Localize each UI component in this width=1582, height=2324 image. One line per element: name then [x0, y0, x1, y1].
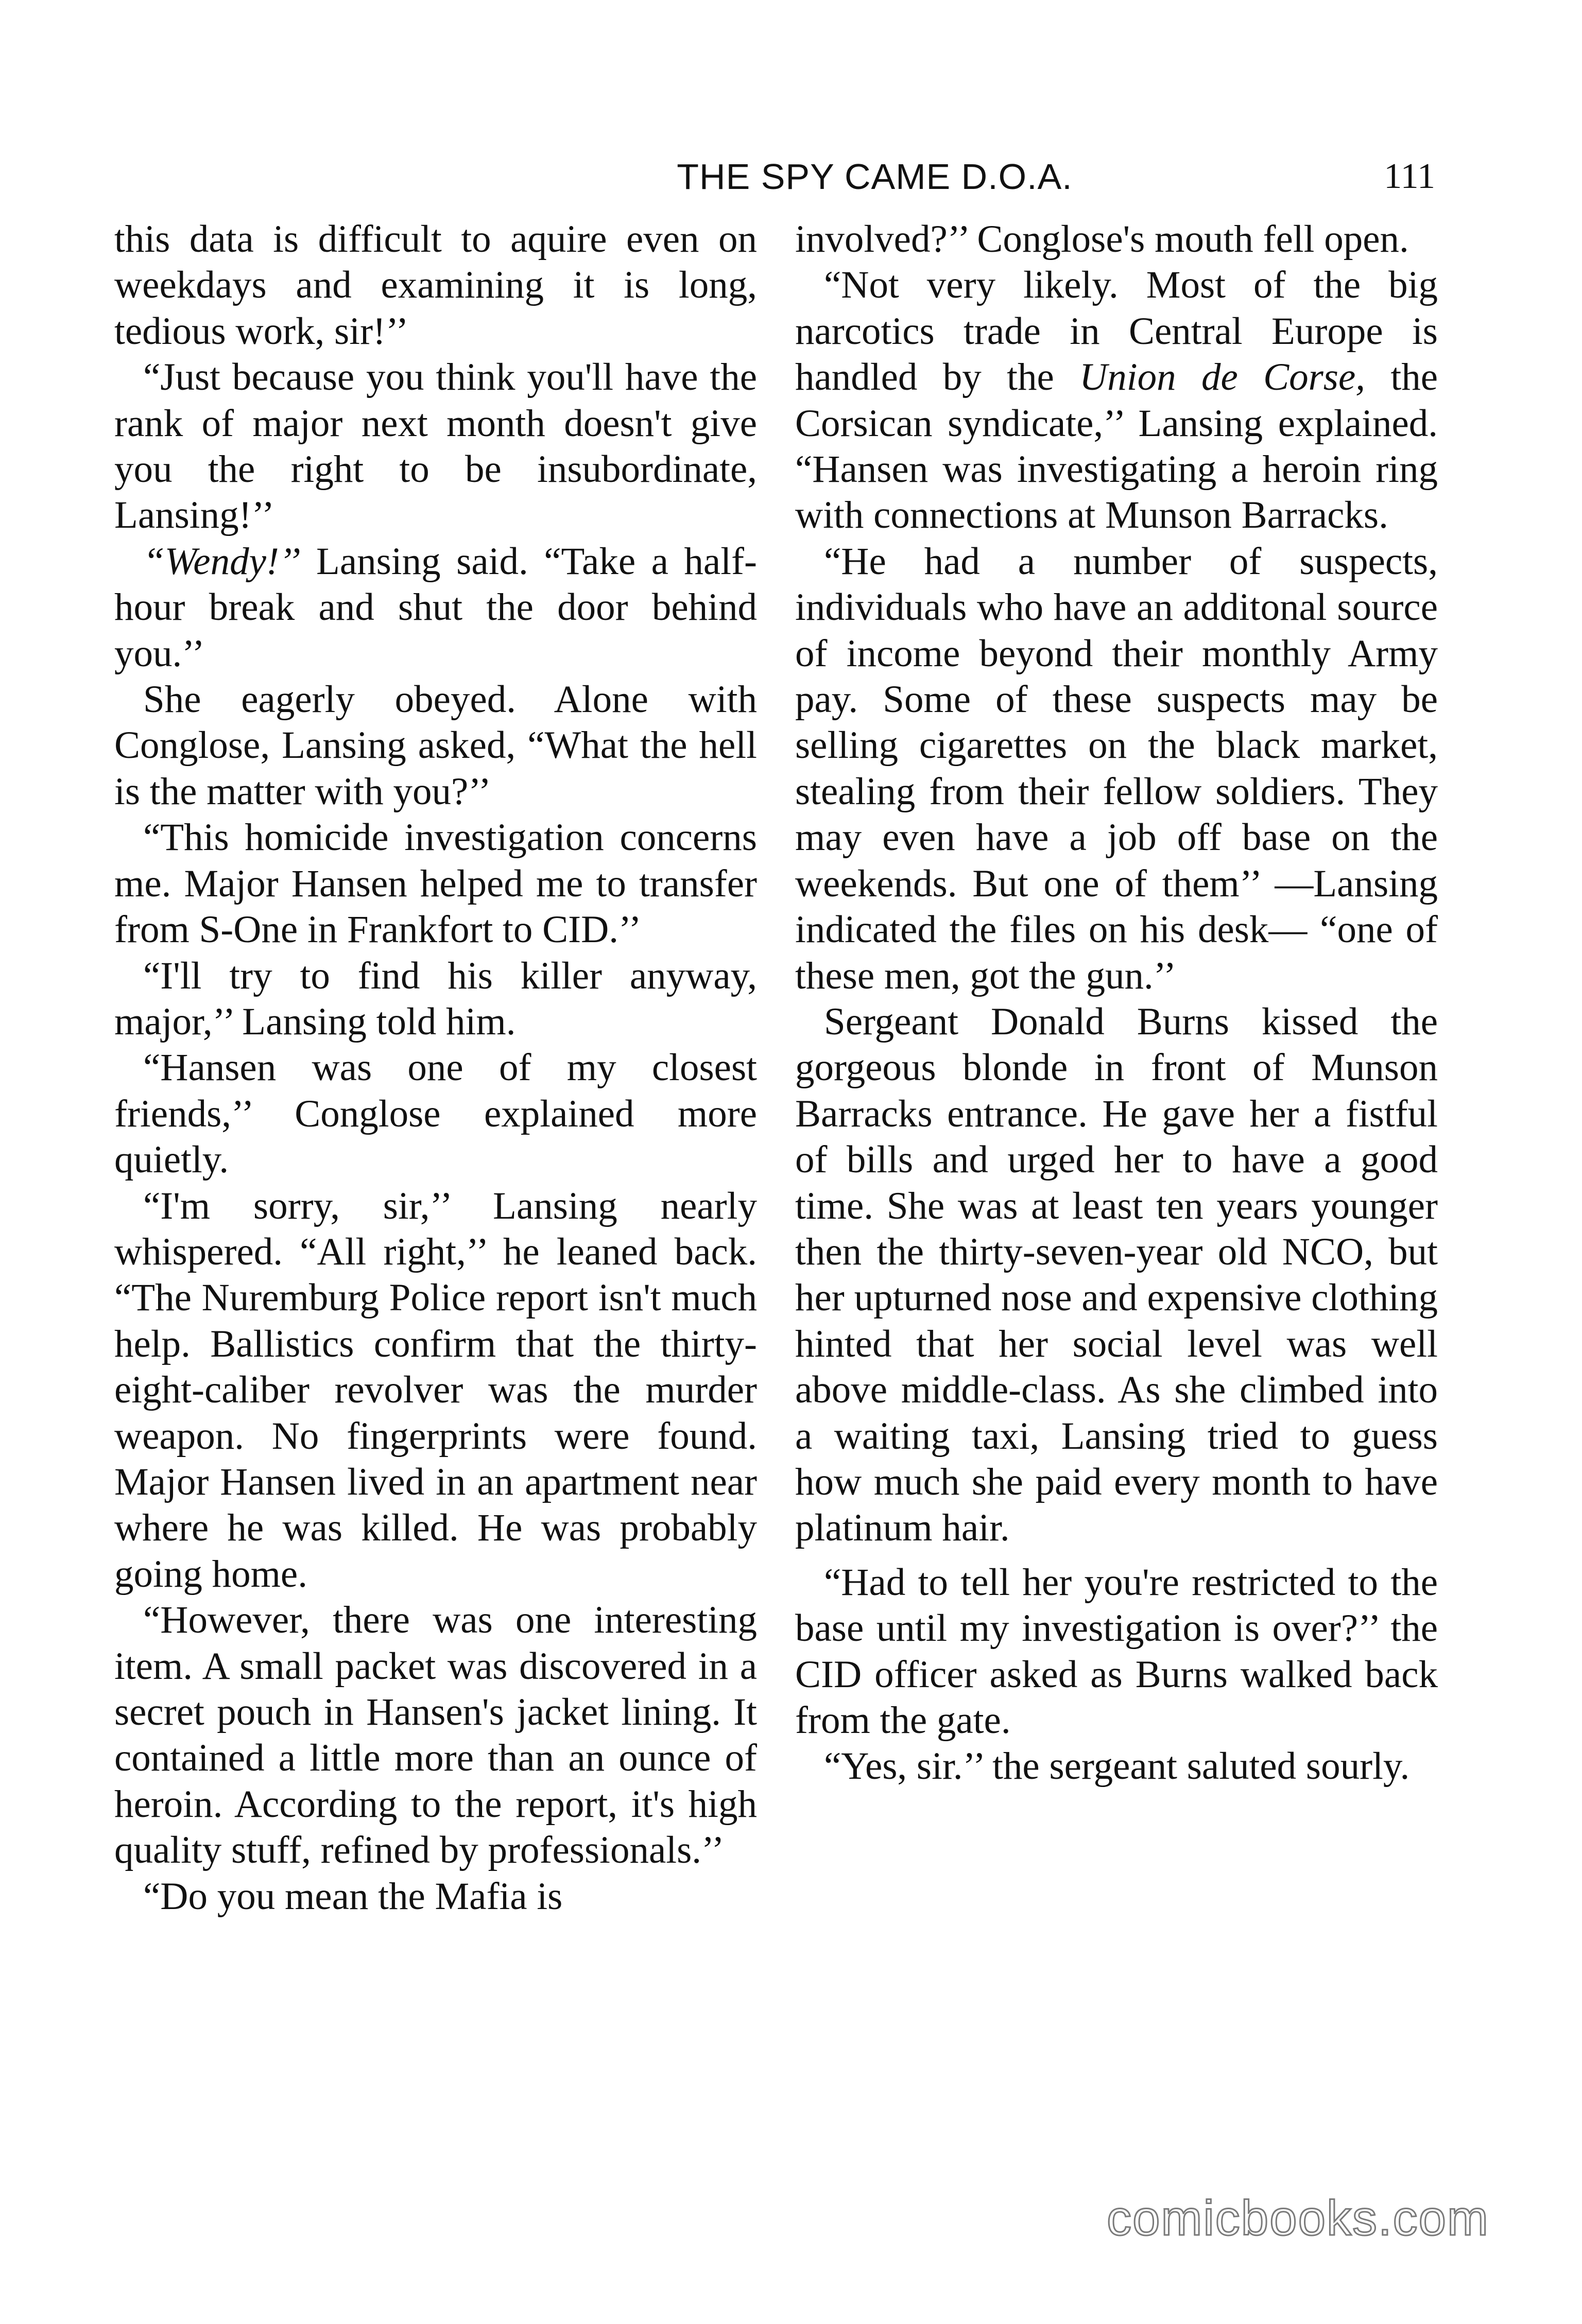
italic-exclamation: “Wendy!’’ [143, 540, 301, 583]
paragraph: “Had to tell her you're restricted to the base until my investigation is over?’’ the CID officer asked as Burns walked back from the gate. [795, 1560, 1438, 1742]
page-number: 111 [1384, 157, 1435, 196]
paragraph [114, 539, 757, 677]
paragraph-with-italic [795, 262, 1438, 538]
paragraph: involved?’’ Conglose's mouth fell open. [795, 218, 1409, 261]
left-column [114, 216, 757, 1919]
paragraph: “Hansen was one of my closest friends,’’ Conglose explained more quietly. [114, 1046, 757, 1182]
paragraph: “He had a number of suspects, individuals who have an additonal source of income beyond their monthly Army pay. Some of these suspects may be selling cigarettes on the black market, stealing from their fellow soldiers. They may even have a job off base on the weekends. But one of them’’ —Lansing indicated the files on his desk— “one of these men, got the gun.’’ [795, 540, 1438, 997]
running-head: THE SPY CAME D.O.A. [677, 157, 1073, 197]
page-header [113, 148, 1435, 205]
paragraph-text: the Corsican syndicate,’’ Lansing explained. “Hansen was investigating a heroin ring with connections at Munson Barracks. [795, 356, 1438, 537]
paragraph: “Do you mean the Mafia is [143, 1875, 563, 1918]
paragraph: Sergeant Donald Burns kissed the gorgeous blonde in front of Munson Barracks entrance. He gave her a fistful of bills and urged her to have a good time. She was at least ten years younger then the thirty-seven-year old NCO, but her upturned nose and expensive clothing hinted that her social level was well above middle-class. As she climbed into a waiting taxi, Lansing tried to guess how much she paid every month to have platinum hair. [795, 1000, 1438, 1550]
paragraph: She eagerly obeyed. Alone with Conglose, Lansing asked, “What the hell is the matter with you?’’ [114, 678, 757, 813]
paragraph-rest: Lansing said. “Take a half-hour break and shut the door behind you.’’ [114, 540, 757, 675]
paragraph: “However, there was one interesting item. A small packet was discovered in a secret pouch in Hansen's jacket lining. It contained a little more than an ounce of heroin. According to the report, it's high quality stuff, refined by professionals.’’ [114, 1599, 757, 1872]
paragraph-text: “Not very likely. Most of the big narcotics trade in Central Europe is handled by the [795, 264, 1438, 399]
paragraph: this data is difficult to aquire even on weekdays and examining it is long, tedious work, sir!’’ [114, 218, 757, 353]
paragraph: “This homicide investigation concerns me. Major Hansen helped me to transfer from S-One in Frankfort to CID.’’ [114, 816, 757, 951]
body-text [114, 216, 1438, 2183]
paragraph: “I'll try to find his killer anyway, major,’’ Lansing told him. [114, 954, 757, 1043]
italic-phrase: Union de Corse, [1079, 356, 1366, 399]
paragraph: “Yes, sir.’’ the sergeant saluted sourly. [824, 1745, 1410, 1788]
paragraph: “I'm sorry, sir,’’ Lansing nearly whispered. “All right,’’ he leaned back. “The Nuremburg Police report isn't much help. Ballistics confirm that the thirty-eight-caliber revolver was the murder weapon. No fingerprints were found. Major Hansen lived in an apartment near where he was killed. He was probably going home. [114, 1184, 757, 1595]
watermark-logo: comicbooks.com [1107, 2191, 1489, 2246]
right-column [795, 216, 1438, 1790]
paragraph: “Just because you think you'll have the rank of major next month doesn't give you the right to be insubordinate, Lansing!’’ [114, 356, 757, 537]
